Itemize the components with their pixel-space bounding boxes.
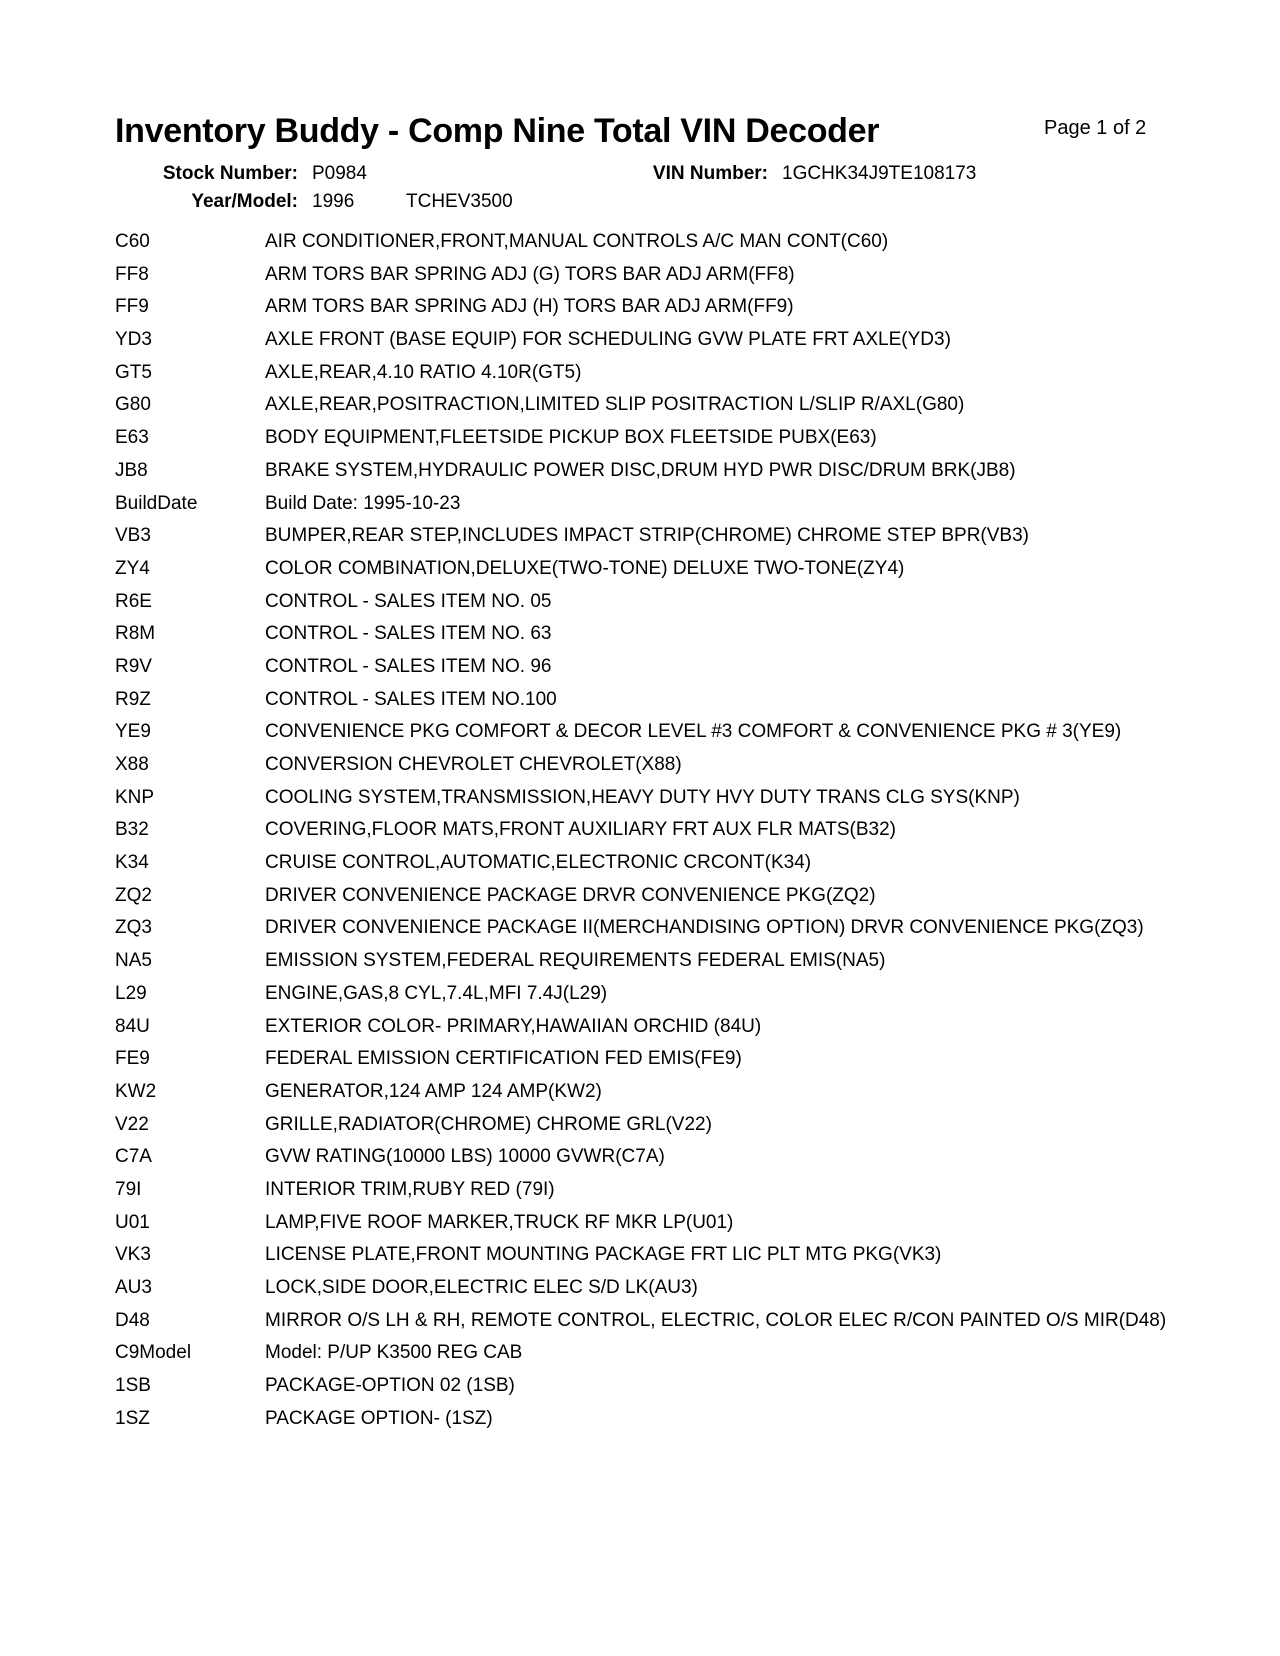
option-code: FE9 <box>115 1048 150 1070</box>
option-code: U01 <box>115 1211 150 1233</box>
option-code: K34 <box>115 852 149 874</box>
option-description: GVW RATING(10000 LBS) 10000 GVWR(C7A) <box>265 1146 665 1168</box>
option-row <box>115 622 1175 646</box>
option-row <box>115 524 1175 548</box>
option-description: DRIVER CONVENIENCE PACKAGE DRVR CONVENIENCE PKG(ZQ2) <box>265 884 876 906</box>
option-row <box>115 1178 1175 1202</box>
option-code: VB3 <box>115 525 151 547</box>
option-row <box>115 753 1175 777</box>
option-code: 1SZ <box>115 1407 150 1429</box>
vin-number-label: VIN Number: <box>652 163 768 184</box>
option-row <box>115 263 1175 287</box>
option-row <box>115 1211 1175 1235</box>
option-row <box>115 1113 1175 1137</box>
option-description: LOCK,SIDE DOOR,ELECTRIC ELEC S/D LK(AU3) <box>265 1277 698 1298</box>
option-code: VK3 <box>115 1244 151 1266</box>
option-row <box>115 1407 1175 1431</box>
option-code: R8M <box>115 623 156 645</box>
option-row <box>115 1015 1175 1039</box>
option-row <box>115 1080 1175 1104</box>
option-code: 79I <box>115 1178 142 1200</box>
option-code: YD3 <box>115 329 152 351</box>
option-description: CONTROL - SALES ITEM NO.100 <box>265 688 557 710</box>
option-row <box>115 1276 1175 1300</box>
option-code: ZQ3 <box>115 917 152 939</box>
option-row <box>115 818 1175 842</box>
option-description: Build Date: 1995-10-23 <box>265 492 461 514</box>
option-row <box>115 1341 1175 1365</box>
option-code: ZQ2 <box>115 884 152 906</box>
option-description: EXTERIOR COLOR- PRIMARY,HAWAIIAN ORCHID (84U) <box>265 1015 762 1037</box>
option-row <box>115 1047 1175 1071</box>
option-code: D48 <box>115 1309 150 1331</box>
option-code: 84U <box>115 1015 150 1037</box>
vin-number-value: 1GCHK34J9TE108173 <box>782 163 977 184</box>
option-code: C7A <box>115 1146 152 1168</box>
option-description: GENERATOR,124 AMP 124 AMP(KW2) <box>265 1080 602 1102</box>
option-code: C9Model <box>115 1342 192 1364</box>
option-code: R9V <box>115 655 152 677</box>
option-code: R6E <box>115 590 152 612</box>
option-description: LICENSE PLATE,FRONT MOUNTING PACKAGE FRT LIC PLT MTG PKG(VK3) <box>265 1244 942 1266</box>
option-description: PACKAGE OPTION- (1SZ) <box>265 1407 493 1429</box>
option-code: FF8 <box>115 263 149 285</box>
option-description: ARM TORS BAR SPRING ADJ (H) TORS BAR ADJ ARM(FF9) <box>265 296 794 318</box>
option-description: GRILLE,RADIATOR(CHROME) CHROME GRL(V22) <box>265 1113 712 1135</box>
option-description: ARM TORS BAR SPRING ADJ (G) TORS BAR ADJ ARM(FF8) <box>265 263 795 285</box>
report-title: Inventory Buddy - Comp Nine Total VIN Decoder <box>115 112 880 150</box>
option-description: EMISSION SYSTEM,FEDERAL REQUIREMENTS FEDERAL EMIS(NA5) <box>265 950 886 972</box>
option-row <box>115 1309 1175 1333</box>
option-code: E63 <box>115 427 149 449</box>
option-description: CONVENIENCE PKG COMFORT & DECOR LEVEL #3 COMFORT & CONVENIENCE PKG # 3(YE9) <box>265 721 1122 743</box>
option-code: FF9 <box>115 296 149 318</box>
option-row <box>115 557 1175 581</box>
option-description: Model: P/UP K3500 REG CAB <box>265 1342 523 1364</box>
option-code: GT5 <box>115 361 152 383</box>
option-row <box>115 590 1175 614</box>
option-description: AXLE,REAR,POSITRACTION,LIMITED SLIP POSITRACTION L/SLIP R/AXL(G80) <box>265 394 965 416</box>
option-description: CRUISE CONTROL,AUTOMATIC,ELECTRONIC CRCONT(K34) <box>265 852 812 874</box>
option-code: X88 <box>115 754 149 775</box>
option-description: AXLE,REAR,4.10 RATIO 4.10R(GT5) <box>265 361 582 383</box>
option-row <box>115 720 1175 744</box>
year-value: 1996 <box>312 191 355 212</box>
option-description: CONTROL - SALES ITEM NO. 05 <box>265 590 552 612</box>
option-row <box>115 786 1175 810</box>
option-code: BuildDate <box>115 492 198 514</box>
option-row <box>115 492 1175 516</box>
option-description: COVERING,FLOOR MATS,FRONT AUXILIARY FRT AUX FLR MATS(B32) <box>265 819 896 841</box>
option-description: COLOR COMBINATION,DELUXE(TWO-TONE) DELUXE TWO-TONE(ZY4) <box>265 557 905 579</box>
option-code: G80 <box>115 394 151 416</box>
option-row <box>115 459 1175 483</box>
option-code: NA5 <box>115 950 152 972</box>
option-description: CONTROL - SALES ITEM NO. 96 <box>265 655 552 677</box>
stock-number-value: P0984 <box>312 163 367 184</box>
option-row <box>115 949 1175 973</box>
option-description: BRAKE SYSTEM,HYDRAULIC POWER DISC,DRUM HYD PWR DISC/DRUM BRK(JB8) <box>265 459 1016 481</box>
option-description: AIR CONDITIONER,FRONT,MANUAL CONTROLS A/C MAN CONT(C60) <box>265 231 889 252</box>
option-description: MIRROR O/S LH & RH, REMOTE CONTROL, ELECTRIC, COLOR ELEC R/CON PAINTED O/S MIR(D48) <box>265 1309 1167 1331</box>
option-row <box>115 688 1175 712</box>
option-description: DRIVER CONVENIENCE PACKAGE II(MERCHANDISING OPTION) DRVR CONVENIENCE PKG(ZQ3) <box>265 917 1144 939</box>
option-row <box>115 295 1175 319</box>
option-code: R9Z <box>115 688 151 710</box>
option-code: KW2 <box>115 1080 157 1102</box>
option-description: INTERIOR TRIM,RUBY RED (79I) <box>265 1178 555 1200</box>
option-code: KNP <box>115 786 155 808</box>
option-row <box>115 851 1175 875</box>
page-indicator: Page 1 of 2 <box>1044 117 1147 139</box>
option-list <box>115 230 1175 1439</box>
option-row <box>115 982 1175 1006</box>
option-row <box>115 393 1175 417</box>
option-description: BODY EQUIPMENT,FLEETSIDE PICKUP BOX FLEETSIDE PUBX(E63) <box>265 427 877 449</box>
option-code: V22 <box>115 1113 149 1135</box>
option-code: C60 <box>115 231 150 252</box>
option-row <box>115 655 1175 679</box>
option-code: YE9 <box>115 721 151 743</box>
option-description: FEDERAL EMISSION CERTIFICATION FED EMIS(FE9) <box>265 1048 742 1070</box>
option-row <box>115 884 1175 908</box>
option-row <box>115 916 1175 940</box>
option-row <box>115 1145 1175 1169</box>
option-row <box>115 328 1175 352</box>
option-description: LAMP,FIVE ROOF MARKER,TRUCK RF MKR LP(U01) <box>265 1211 734 1233</box>
option-description: COOLING SYSTEM,TRANSMISSION,HEAVY DUTY HVY DUTY TRANS CLG SYS(KNP) <box>265 786 1020 808</box>
option-code: ZY4 <box>115 557 150 579</box>
option-row <box>115 361 1175 385</box>
option-description: CONTROL - SALES ITEM NO. 63 <box>265 623 552 645</box>
option-row <box>115 426 1175 450</box>
option-description: CONVERSION CHEVROLET CHEVROLET(X88) <box>265 754 682 775</box>
option-description: PACKAGE-OPTION 02 (1SB) <box>265 1375 515 1397</box>
option-row <box>115 1374 1175 1398</box>
model-code-value: TCHEV3500 <box>406 191 513 212</box>
option-code: 1SB <box>115 1375 151 1397</box>
option-row <box>115 230 1175 254</box>
option-description: BUMPER,REAR STEP,INCLUDES IMPACT STRIP(CHROME) CHROME STEP BPR(VB3) <box>265 525 1029 547</box>
option-description: AXLE FRONT (BASE EQUIP) FOR SCHEDULING GVW PLATE FRT AXLE(YD3) <box>265 329 951 351</box>
option-code: AU3 <box>115 1277 152 1298</box>
option-description: ENGINE,GAS,8 CYL,7.4L,MFI 7.4J(L29) <box>265 982 608 1004</box>
year-model-label: Year/Model: <box>191 191 298 212</box>
option-code: L29 <box>115 982 147 1004</box>
option-row <box>115 1243 1175 1267</box>
option-code: B32 <box>115 819 149 841</box>
option-code: JB8 <box>115 459 148 481</box>
stock-number-label: Stock Number: <box>162 163 298 184</box>
